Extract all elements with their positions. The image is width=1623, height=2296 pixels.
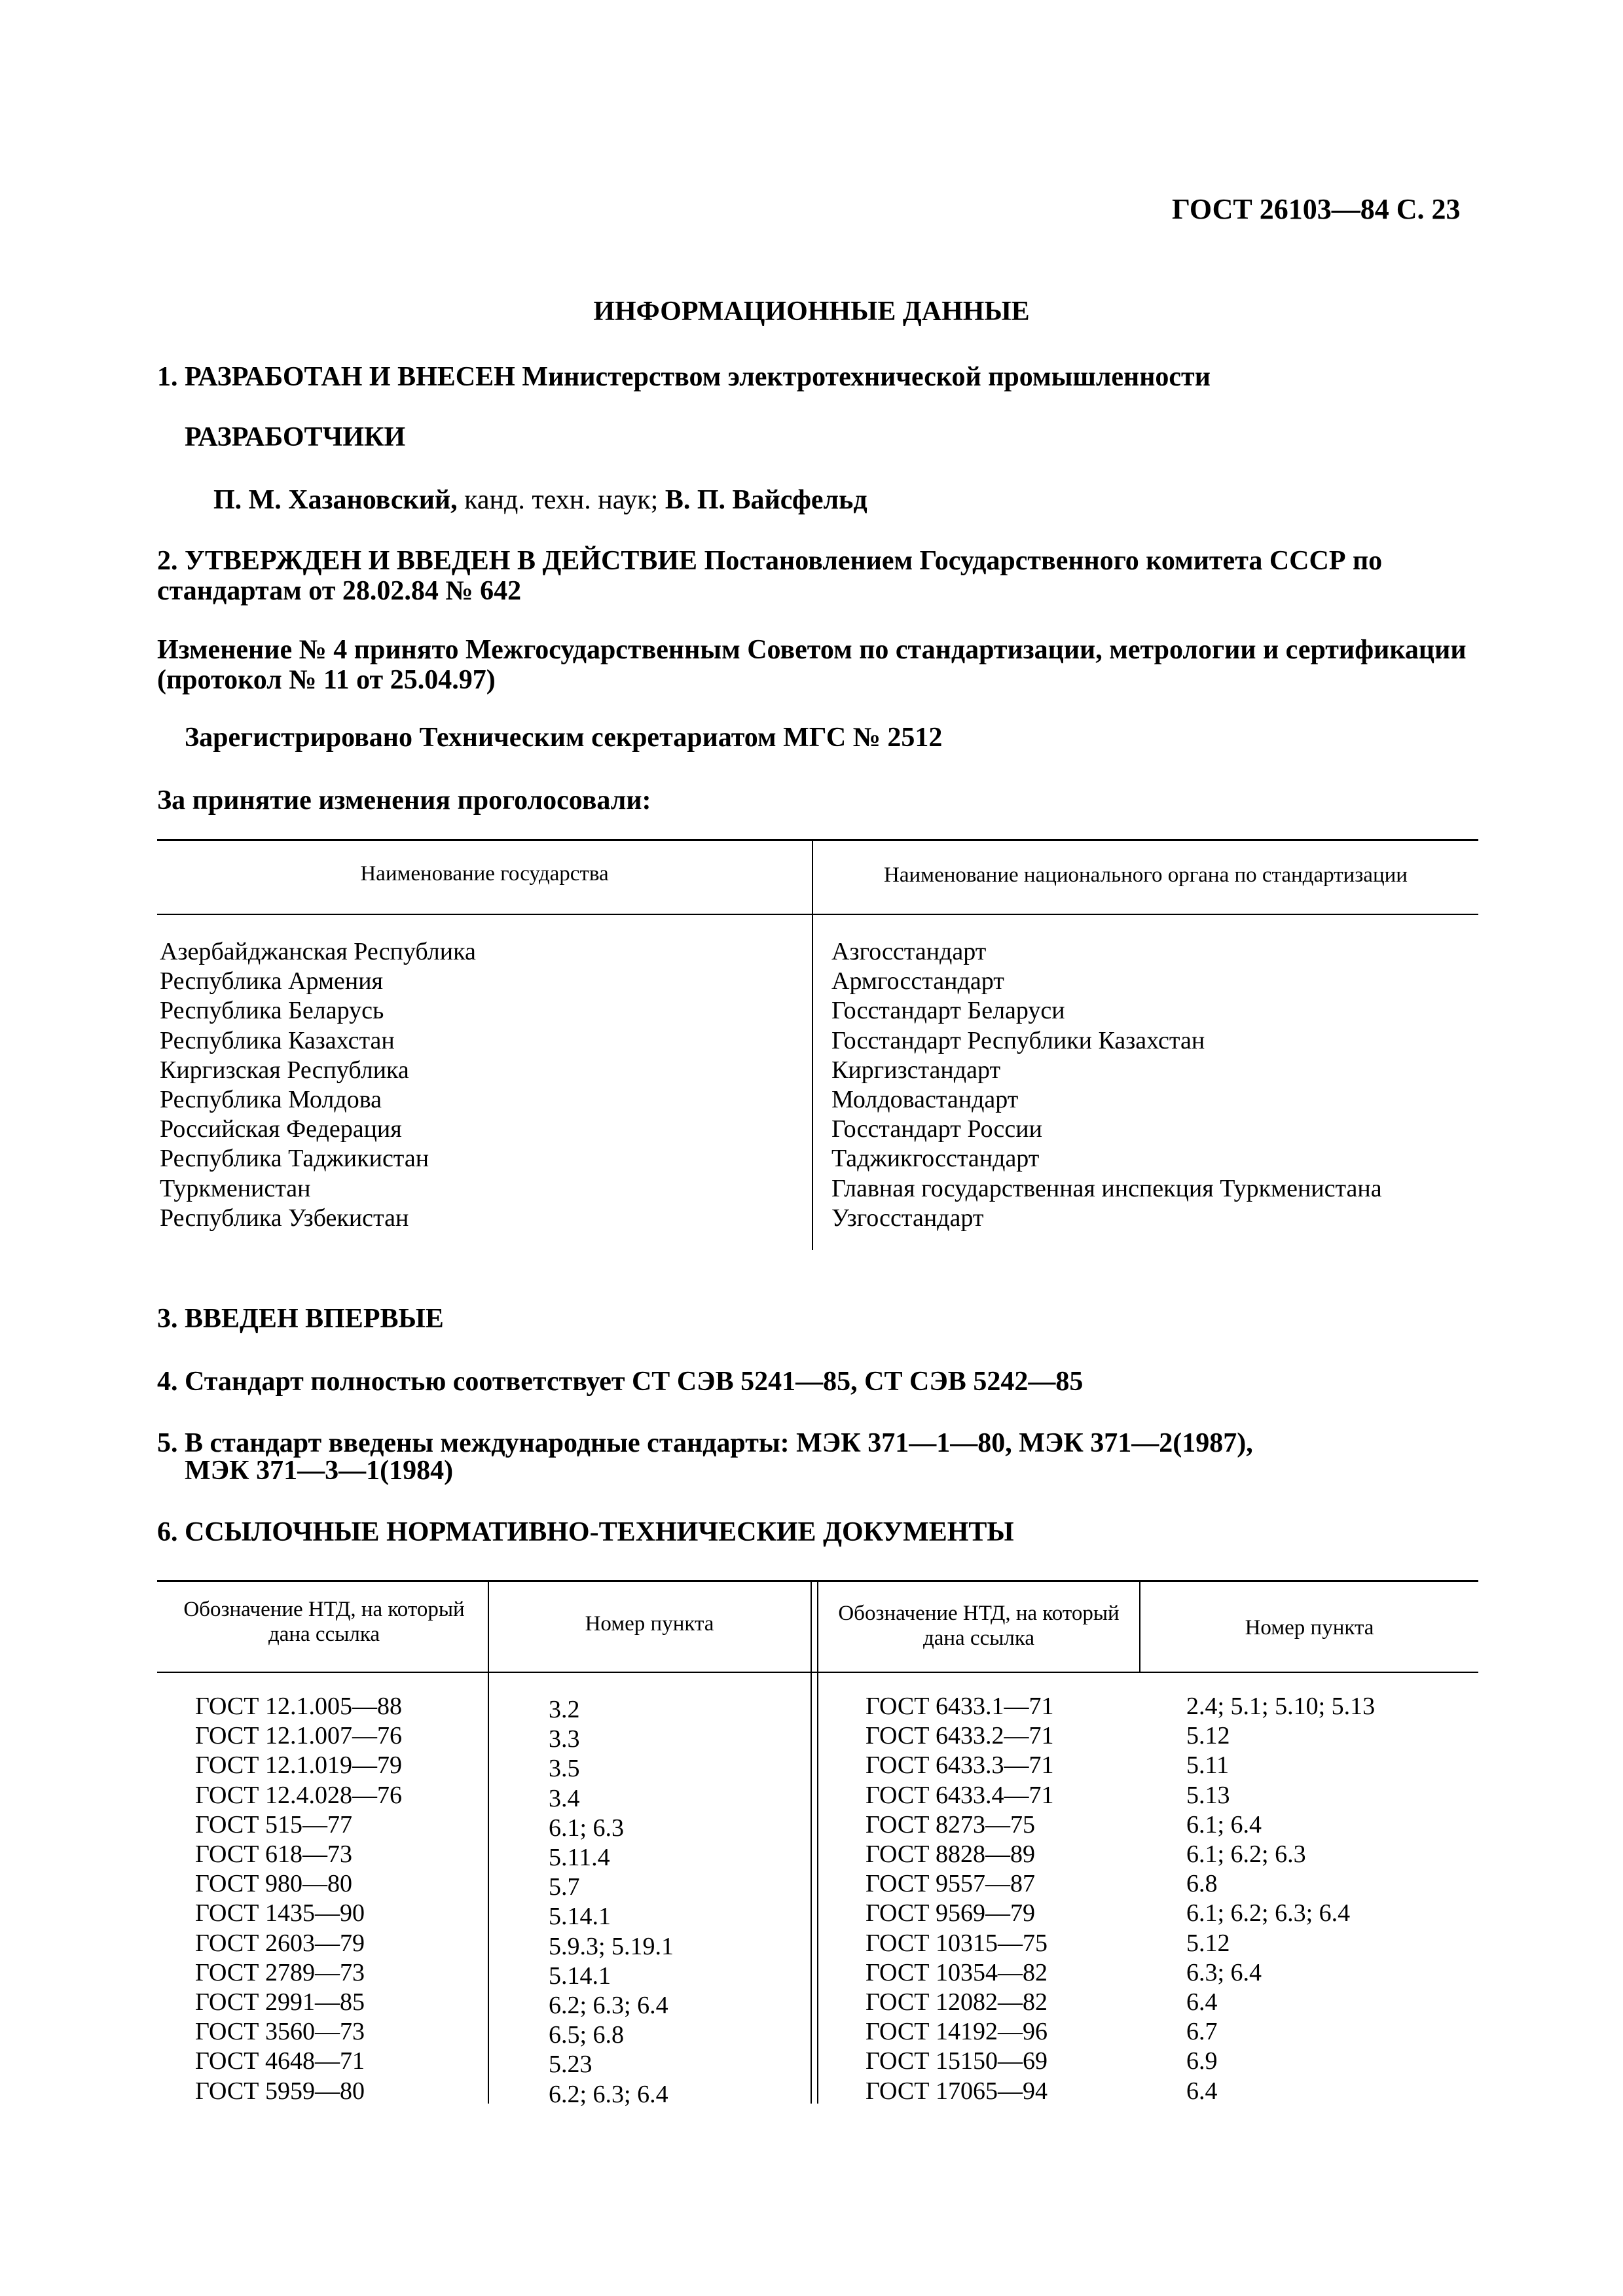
ref-left-items [549,1695,674,2109]
ref-right-docs-row: ГОСТ 8273—75 [866,1810,1035,1839]
item-2-label: 2. УТВЕРЖДЕН И ВВЕДЕН В ДЕЙСТВИЕ [157,546,698,576]
ref-right-docs-row: ГОСТ 10354—82 [866,1958,1048,1986]
developers-names [213,485,867,515]
vote-table-bodies-row: Узгосстандарт [831,1204,984,1232]
vote-table-bodies-row: Таджикгосстандарт [831,1145,1040,1173]
developer-2: В. П. Вайсфельд [665,485,867,515]
ref-left-items-row: 6.2; 6.3; 6.4 [549,1992,668,2020]
ref-left-docs [195,1692,402,2106]
vote-table-states-row: Республика Таджикистан [160,1145,429,1173]
ref-left-docs-row: ГОСТ 3560—73 [195,2018,365,2046]
ref-table-divider-1 [488,1580,489,2104]
vote-table-top-rule [157,839,1478,841]
ref-left-items-row: 3.4 [549,1784,580,1812]
ref-table-divider-2b [817,1580,818,2104]
ref-header-item-right: Номер пункта [1245,1616,1374,1640]
ref-right-items-row: 2.4; 5.1; 5.10; 5.13 [1186,1693,1376,1720]
ref-left-docs-row: ГОСТ 2789—73 [195,1958,365,1986]
vote-table-header-state: Наименование государства [360,862,609,886]
ref-right-docs-row: ГОСТ 9569—79 [866,1899,1035,1928]
ref-right-items-row: 6.7 [1186,2018,1218,2046]
ref-right-items-row: 6.1; 6.4 [1186,1810,1262,1839]
ref-right-docs-row: ГОСТ 14192—96 [866,2018,1048,2046]
vote-table-bodies-row: Госстандарт Республики Казахстан [831,1026,1205,1054]
item-2 [157,546,1480,606]
vote-table-bodies-row: Главная государственная инспекция Туркменистана [831,1174,1382,1202]
ref-header-doc-left: Обозначение НТД, на который дана ссылка [183,1598,465,1646]
vote-table-bodies-row: Госстандарт Беларуси [831,997,1065,1025]
item-1-text: Министерством электротехнической промышленности [522,362,1211,392]
vote-table-header-body: Наименование национального органа по стандартизации [884,863,1408,887]
ref-right-items-row: 5.12 [1186,1929,1230,1957]
vote-table-states-row: Азербайджанская Республика [160,938,476,965]
ref-left-docs-row: ГОСТ 618—73 [195,1840,352,1869]
vote-table-bodies-row: Госстандарт России [831,1115,1042,1143]
ref-left-items-row: 3.5 [549,1755,580,1783]
ref-left-docs-row: ГОСТ 2603—79 [195,1929,365,1957]
vote-table-bodies-row: Молдовастандарт [831,1086,1019,1114]
ref-right-items-row: 5.13 [1186,1781,1230,1809]
ref-right-docs-row: ГОСТ 6433.3—71 [866,1751,1054,1780]
ref-left-docs-row: ГОСТ 12.1.019—79 [195,1751,402,1780]
ref-right-docs-row: ГОСТ 6433.4—71 [866,1781,1054,1809]
ref-left-docs-row: ГОСТ 1435—90 [195,1899,365,1928]
item-6: 6. ССЫЛОЧНЫЕ НОРМАТИВНО-ТЕХНИЧЕСКИЕ ДОКУМЕНТЫ [157,1517,1014,1547]
ref-left-items-row: 3.2 [549,1696,580,1723]
vote-table-bodies-row: Азгосстандарт [831,938,987,965]
developer-1-degree: канд. техн. наук; [457,485,665,515]
ref-left-items-row: 5.23 [549,2051,593,2079]
document-title: ИНФОРМАЦИОННЫЕ ДАННЫЕ [593,296,1030,327]
change-note: Изменение № 4 принято Межгосударственным Советом по стандартизации, метрологии и сертификации (протокол № 11 от 25.04.97) [157,635,1467,695]
item-2-text: Постановлением Государственного комитета СССР по стандартам от 28.02.84 № 642 [157,546,1383,606]
ref-header-doc-right: Обозначение НТД, на который дана ссылка [838,1602,1120,1650]
ref-left-docs-row: ГОСТ 12.1.005—88 [195,1693,402,1720]
vote-table-states-row: Российская Федерация [160,1115,402,1143]
page-header: ГОСТ 26103—84 С. 23 [1172,193,1461,225]
developers-heading: РАЗРАБОТЧИКИ [185,422,406,452]
ref-right-docs-row: ГОСТ 10315—75 [866,1929,1048,1957]
ref-left-docs-row: ГОСТ 5959—80 [195,2077,365,2105]
vote-table-header-rule [157,914,1478,915]
ref-header-item-left: Номер пункта [585,1612,714,1636]
ref-right-docs-row: ГОСТ 8828—89 [866,1840,1035,1869]
item-3: 3. ВВЕДЕН ВПЕРВЫЕ [157,1304,444,1334]
ref-right-items-row: 6.1; 6.2; 6.3; 6.4 [1186,1899,1351,1928]
vote-table-states-row: Республика Молдова [160,1086,382,1114]
ref-right-items-row: 6.1; 6.2; 6.3 [1186,1840,1306,1869]
vote-table-states-row: Республика Узбекистан [160,1204,409,1232]
vote-table-bodies [831,937,1382,1233]
vote-table-bodies-row: Армгосстандарт [831,967,1004,996]
vote-table-bodies-row: Киргизстандарт [831,1056,1001,1084]
developer-1: П. М. Хазановский, [213,485,458,515]
ref-left-items-row: 6.5; 6.8 [549,2021,625,2049]
ref-left-items-row: 3.3 [549,1725,580,1753]
vote-table-divider [812,839,813,1250]
item-5-line-2: МЭК 371—3—1(1984) [185,1456,454,1486]
ref-right-docs-row: ГОСТ 15150—69 [866,2047,1048,2075]
ref-right-items-row: 6.3; 6.4 [1186,1958,1262,1986]
ref-left-items-row: 6.1; 6.3 [549,1814,625,1842]
ref-right-docs-row: ГОСТ 12082—82 [866,1988,1048,2017]
voted-heading: За принятие изменения проголосовали: [157,785,651,816]
ref-left-items-row: 6.2; 6.3; 6.4 [549,2080,668,2108]
ref-right-items-row: 6.4 [1186,1988,1218,2017]
ref-left-items-row: 5.14.1 [549,1903,611,1931]
vote-table-states-row: Туркменистан [160,1174,311,1202]
ref-left-docs-row: ГОСТ 12.1.007—76 [195,1722,402,1750]
ref-left-docs-row: ГОСТ 4648—71 [195,2047,365,2075]
ref-left-items-row: 5.14.1 [549,1962,611,1990]
item-1-label: 1. РАЗРАБОТАН И ВНЕСЕН [157,362,515,392]
ref-left-items-row: 5.9.3; 5.19.1 [549,1932,674,1960]
registration-note: Зарегистрировано Техническим секретариатом МГС № 2512 [185,723,943,753]
vote-table-states-row: Республика Беларусь [160,997,384,1025]
ref-left-docs-row: ГОСТ 12.4.028—76 [195,1781,402,1809]
ref-right-items-row: 5.11 [1186,1751,1230,1780]
ref-right-docs [866,1692,1054,2106]
ref-left-docs-row: ГОСТ 2991—85 [195,1988,365,2017]
ref-right-items [1186,1692,1375,2106]
vote-table-states-row: Республика Казахстан [160,1026,395,1054]
ref-right-docs-row: ГОСТ 6433.2—71 [866,1722,1054,1750]
ref-table-divider-2a [811,1580,812,2104]
ref-right-items-row: 5.12 [1186,1722,1230,1750]
item-5-line-1: 5. В стандарт введены международные стандарты: МЭК 371—1—80, МЭК 371—2(1987), [157,1428,1253,1458]
vote-table-states [160,937,476,1233]
ref-left-docs-row: ГОСТ 980—80 [195,1870,352,1898]
ref-right-docs-row: ГОСТ 9557—87 [866,1870,1035,1898]
ref-left-docs-row: ГОСТ 515—77 [195,1810,352,1839]
ref-left-items-row: 5.11.4 [549,1844,610,1872]
vote-table-states-row: Киргизская Республика [160,1056,409,1084]
ref-left-items-row: 5.7 [549,1873,580,1901]
vote-table-states-row: Республика Армения [160,967,384,996]
item-4: 4. Стандарт полностью соответствует СТ СЭВ 5241—85, СТ СЭВ 5242—85 [157,1367,1084,1397]
ref-right-items-row: 6.4 [1186,2077,1218,2105]
ref-right-docs-row: ГОСТ 6433.1—71 [866,1693,1054,1720]
ref-right-docs-row: ГОСТ 17065—94 [866,2077,1048,2105]
ref-right-items-row: 6.9 [1186,2047,1218,2075]
item-1 [157,362,1211,392]
ref-right-items-row: 6.8 [1186,1870,1218,1898]
